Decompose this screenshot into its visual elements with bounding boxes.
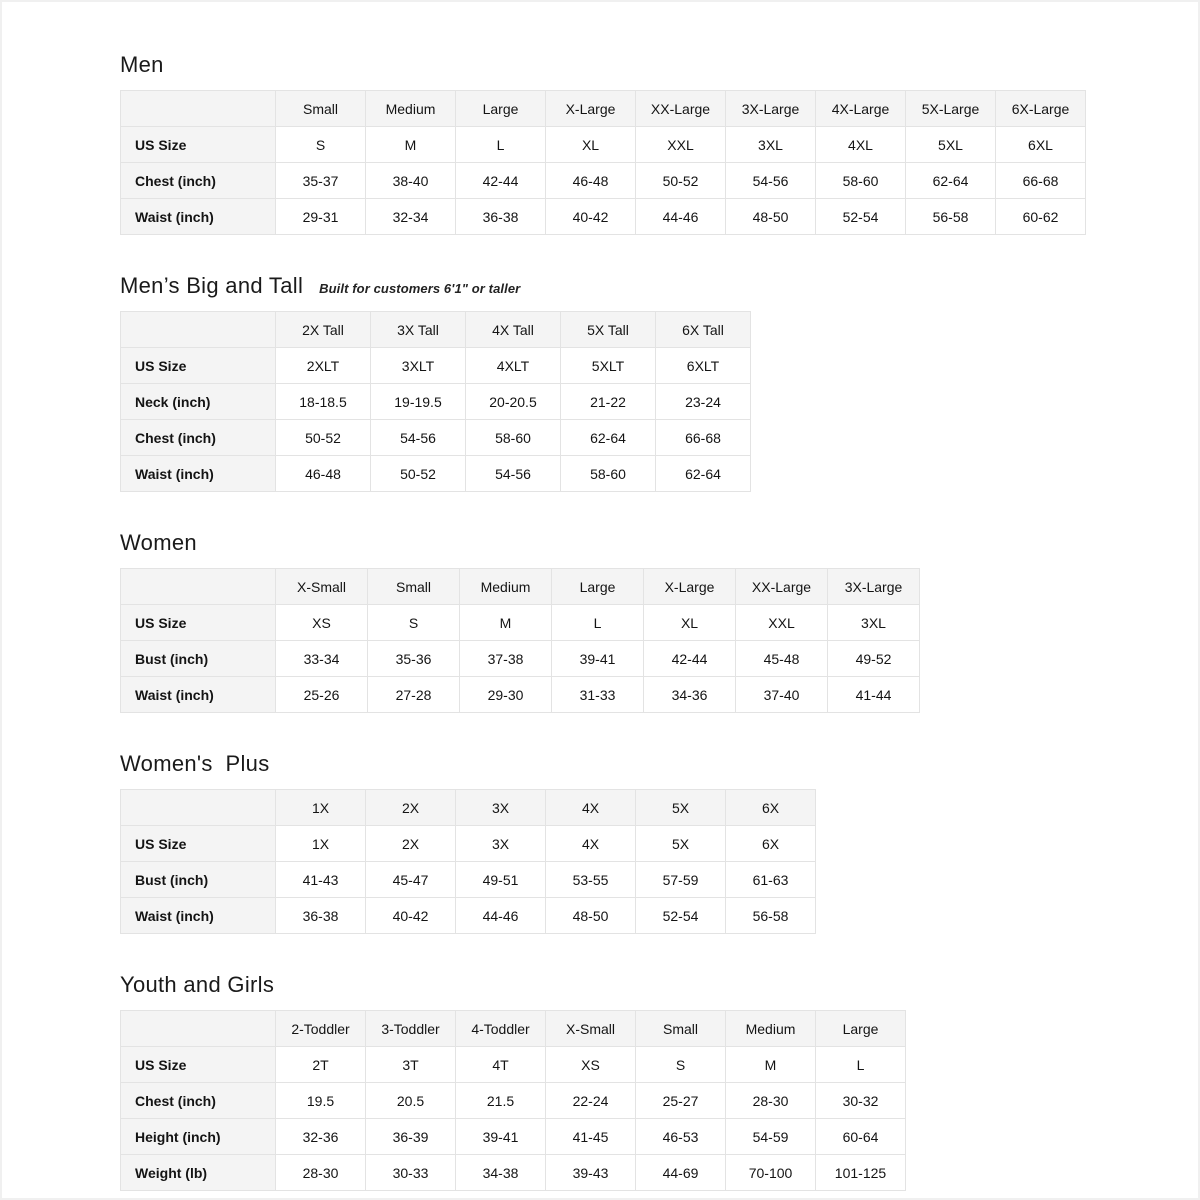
size-value-cell: 1X (276, 826, 366, 862)
row-label: Neck (inch) (121, 384, 276, 420)
column-header: Medium (366, 91, 456, 127)
size-value-cell: 25-26 (276, 677, 368, 713)
size-value-cell: 4XLT (466, 348, 561, 384)
size-value-cell: 50-52 (276, 420, 371, 456)
table-row (121, 677, 920, 713)
column-header: X-Small (546, 1011, 636, 1047)
column-header: 3X (456, 790, 546, 826)
size-value-cell: 41-44 (828, 677, 920, 713)
size-value-cell: 19-19.5 (371, 384, 466, 420)
column-header: Medium (460, 569, 552, 605)
row-label: Chest (inch) (121, 1083, 276, 1119)
section-men (120, 52, 1158, 235)
size-table-youth-and-girls (120, 1010, 906, 1191)
corner-cell (121, 91, 276, 127)
size-value-cell: XL (644, 605, 736, 641)
size-value-cell: 58-60 (561, 456, 656, 492)
size-value-cell: 3X (456, 826, 546, 862)
column-header: Small (368, 569, 460, 605)
size-value-cell: 42-44 (644, 641, 736, 677)
column-header: Large (552, 569, 644, 605)
section-subtitle: Built for customers 6'1" or taller (319, 281, 521, 296)
section-women (120, 530, 1158, 713)
size-value-cell: 30-33 (366, 1155, 456, 1191)
column-header: 3X-Large (726, 91, 816, 127)
size-value-cell: 18-18.5 (276, 384, 371, 420)
size-value-cell: 62-64 (561, 420, 656, 456)
column-header: 4-Toddler (456, 1011, 546, 1047)
size-value-cell: 39-41 (552, 641, 644, 677)
size-value-cell: 46-53 (636, 1119, 726, 1155)
size-value-cell: 40-42 (366, 898, 456, 934)
column-header: 4X Tall (466, 312, 561, 348)
size-value-cell: 49-52 (828, 641, 920, 677)
size-value-cell: 4T (456, 1047, 546, 1083)
size-value-cell: 48-50 (726, 199, 816, 235)
size-value-cell: 44-69 (636, 1155, 726, 1191)
column-header: XX-Large (736, 569, 828, 605)
size-value-cell: 36-39 (366, 1119, 456, 1155)
column-header: 1X (276, 790, 366, 826)
size-value-cell: M (460, 605, 552, 641)
section-title-row (120, 751, 1158, 777)
size-value-cell: 38-40 (366, 163, 456, 199)
size-value-cell: 48-50 (546, 898, 636, 934)
row-label: Waist (inch) (121, 677, 276, 713)
size-value-cell: 52-54 (636, 898, 726, 934)
column-header: Large (456, 91, 546, 127)
size-value-cell: 31-33 (552, 677, 644, 713)
size-value-cell: 46-48 (546, 163, 636, 199)
size-value-cell: 54-56 (726, 163, 816, 199)
column-header: X-Small (276, 569, 368, 605)
size-value-cell: 60-64 (816, 1119, 906, 1155)
size-value-cell: 27-28 (368, 677, 460, 713)
size-value-cell: XXL (636, 127, 726, 163)
size-value-cell: 6X (726, 826, 816, 862)
table-row (121, 898, 816, 934)
size-value-cell: 21.5 (456, 1083, 546, 1119)
size-value-cell: 19.5 (276, 1083, 366, 1119)
table-row (121, 384, 751, 420)
table-header-row (121, 91, 1086, 127)
size-value-cell: 5XLT (561, 348, 656, 384)
column-header: 5X-Large (906, 91, 996, 127)
column-header: 4X-Large (816, 91, 906, 127)
size-value-cell: 32-36 (276, 1119, 366, 1155)
column-header: 6X-Large (996, 91, 1086, 127)
section-youth-and-girls (120, 972, 1158, 1191)
table-row (121, 1155, 906, 1191)
corner-cell (121, 1011, 276, 1047)
section-title: Men’s Big and Tall (120, 273, 304, 298)
row-label: US Size (121, 826, 276, 862)
size-value-cell: 45-48 (736, 641, 828, 677)
column-header: Large (816, 1011, 906, 1047)
size-value-cell: 61-63 (726, 862, 816, 898)
size-value-cell: XL (546, 127, 636, 163)
size-table-men-s-big-and-tall (120, 311, 751, 492)
table-row (121, 1047, 906, 1083)
corner-cell (121, 790, 276, 826)
size-value-cell: S (368, 605, 460, 641)
size-value-cell: 36-38 (456, 199, 546, 235)
size-value-cell: 6XLT (656, 348, 751, 384)
table-row (121, 1119, 906, 1155)
table-row (121, 456, 751, 492)
row-label: Chest (inch) (121, 420, 276, 456)
size-value-cell: 53-55 (546, 862, 636, 898)
size-value-cell: 66-68 (656, 420, 751, 456)
size-value-cell: 4XL (816, 127, 906, 163)
size-value-cell: 66-68 (996, 163, 1086, 199)
size-value-cell: 2X (366, 826, 456, 862)
size-value-cell: 30-32 (816, 1083, 906, 1119)
column-header: 5X (636, 790, 726, 826)
column-header: 6X Tall (656, 312, 751, 348)
column-header: 3X-Large (828, 569, 920, 605)
table-header-row (121, 312, 751, 348)
row-label: Chest (inch) (121, 163, 276, 199)
size-value-cell: 2XLT (276, 348, 371, 384)
size-value-cell: 62-64 (656, 456, 751, 492)
size-value-cell: S (276, 127, 366, 163)
size-value-cell: 54-56 (371, 420, 466, 456)
row-label: Height (inch) (121, 1119, 276, 1155)
column-header: Medium (726, 1011, 816, 1047)
size-value-cell: 54-59 (726, 1119, 816, 1155)
size-value-cell: 42-44 (456, 163, 546, 199)
size-value-cell: 37-40 (736, 677, 828, 713)
size-value-cell: 101-125 (816, 1155, 906, 1191)
size-value-cell: 29-31 (276, 199, 366, 235)
size-value-cell: 58-60 (466, 420, 561, 456)
row-label: US Size (121, 605, 276, 641)
size-value-cell: 3XL (828, 605, 920, 641)
size-value-cell: 22-24 (546, 1083, 636, 1119)
row-label: Waist (inch) (121, 456, 276, 492)
row-label: US Size (121, 1047, 276, 1083)
size-value-cell: XXL (736, 605, 828, 641)
section-men-s-big-and-tall (120, 273, 1158, 492)
section-title: Youth and Girls (120, 972, 275, 997)
size-value-cell: L (816, 1047, 906, 1083)
size-value-cell: 4X (546, 826, 636, 862)
table-row (121, 420, 751, 456)
size-value-cell: 41-43 (276, 862, 366, 898)
size-table-women-s-plus (120, 789, 816, 934)
column-header: X-Large (546, 91, 636, 127)
section-title: Women's Plus (120, 751, 270, 776)
size-value-cell: 35-36 (368, 641, 460, 677)
column-header: 2X (366, 790, 456, 826)
column-header: 6X (726, 790, 816, 826)
size-value-cell: S (636, 1047, 726, 1083)
row-label: US Size (121, 127, 276, 163)
column-header: 5X Tall (561, 312, 656, 348)
size-value-cell: XS (546, 1047, 636, 1083)
size-value-cell: 40-42 (546, 199, 636, 235)
row-label: Waist (inch) (121, 199, 276, 235)
table-row (121, 605, 920, 641)
row-label: Bust (inch) (121, 641, 276, 677)
size-value-cell: 20-20.5 (466, 384, 561, 420)
size-value-cell: 54-56 (466, 456, 561, 492)
size-value-cell: 23-24 (656, 384, 751, 420)
size-value-cell: 39-41 (456, 1119, 546, 1155)
column-header: 4X (546, 790, 636, 826)
row-label: US Size (121, 348, 276, 384)
size-value-cell: 3XL (726, 127, 816, 163)
table-header-row (121, 569, 920, 605)
size-value-cell: L (552, 605, 644, 641)
table-row (121, 127, 1086, 163)
column-header: 2-Toddler (276, 1011, 366, 1047)
size-value-cell: 44-46 (636, 199, 726, 235)
size-value-cell: 56-58 (726, 898, 816, 934)
section-women-s-plus (120, 751, 1158, 934)
size-value-cell: L (456, 127, 546, 163)
column-header: Small (636, 1011, 726, 1047)
size-value-cell: XS (276, 605, 368, 641)
size-value-cell: 6XL (996, 127, 1086, 163)
size-value-cell: 35-37 (276, 163, 366, 199)
table-header-row (121, 790, 816, 826)
size-value-cell: 29-30 (460, 677, 552, 713)
size-value-cell: 62-64 (906, 163, 996, 199)
size-value-cell: 58-60 (816, 163, 906, 199)
column-header: 2X Tall (276, 312, 371, 348)
row-label: Waist (inch) (121, 898, 276, 934)
size-value-cell: 60-62 (996, 199, 1086, 235)
table-row (121, 862, 816, 898)
row-label: Bust (inch) (121, 862, 276, 898)
size-value-cell: 34-36 (644, 677, 736, 713)
corner-cell (121, 569, 276, 605)
size-value-cell: 5X (636, 826, 726, 862)
size-value-cell: 45-47 (366, 862, 456, 898)
table-row (121, 199, 1086, 235)
size-value-cell: 28-30 (276, 1155, 366, 1191)
size-value-cell: 52-54 (816, 199, 906, 235)
size-value-cell: 46-48 (276, 456, 371, 492)
table-header-row (121, 1011, 906, 1047)
size-value-cell: 41-45 (546, 1119, 636, 1155)
size-value-cell: 34-38 (456, 1155, 546, 1191)
column-header: 3-Toddler (366, 1011, 456, 1047)
size-value-cell: 28-30 (726, 1083, 816, 1119)
table-row (121, 348, 751, 384)
row-label: Weight (lb) (121, 1155, 276, 1191)
corner-cell (121, 312, 276, 348)
size-value-cell: 2T (276, 1047, 366, 1083)
section-title-row (120, 273, 1158, 299)
section-title: Men (120, 52, 164, 77)
size-value-cell: 50-52 (371, 456, 466, 492)
table-row (121, 1083, 906, 1119)
size-value-cell: 39-43 (546, 1155, 636, 1191)
size-value-cell: 3XLT (371, 348, 466, 384)
column-header: 3X Tall (371, 312, 466, 348)
table-row (121, 163, 1086, 199)
size-value-cell: 56-58 (906, 199, 996, 235)
section-title-row (120, 52, 1158, 78)
column-header: Small (276, 91, 366, 127)
size-value-cell: 3T (366, 1047, 456, 1083)
column-header: XX-Large (636, 91, 726, 127)
size-value-cell: 57-59 (636, 862, 726, 898)
table-row (121, 826, 816, 862)
size-value-cell: 70-100 (726, 1155, 816, 1191)
size-value-cell: 21-22 (561, 384, 656, 420)
size-value-cell: 32-34 (366, 199, 456, 235)
size-value-cell: M (366, 127, 456, 163)
size-table-women (120, 568, 920, 713)
size-value-cell: M (726, 1047, 816, 1083)
size-value-cell: 25-27 (636, 1083, 726, 1119)
section-title-row (120, 972, 1158, 998)
size-value-cell: 20.5 (366, 1083, 456, 1119)
size-value-cell: 37-38 (460, 641, 552, 677)
size-value-cell: 36-38 (276, 898, 366, 934)
size-value-cell: 44-46 (456, 898, 546, 934)
size-value-cell: 5XL (906, 127, 996, 163)
column-header: X-Large (644, 569, 736, 605)
size-value-cell: 49-51 (456, 862, 546, 898)
size-table-men (120, 90, 1086, 235)
table-row (121, 641, 920, 677)
size-value-cell: 50-52 (636, 163, 726, 199)
section-title-row (120, 530, 1158, 556)
section-title: Women (120, 530, 197, 555)
size-value-cell: 33-34 (276, 641, 368, 677)
